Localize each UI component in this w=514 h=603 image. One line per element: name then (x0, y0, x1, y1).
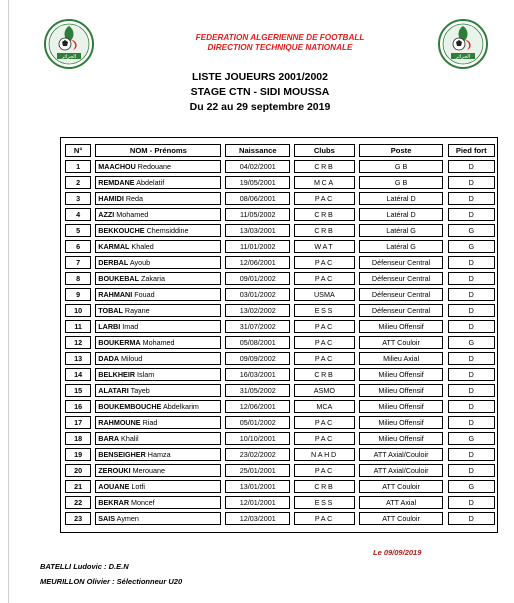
player-number: 18 (65, 432, 91, 445)
player-position: Défenseur Central (359, 272, 444, 285)
player-strong-foot: D (448, 304, 496, 317)
table-row (65, 304, 495, 317)
player-birthdate: 08/06/2001 (225, 192, 290, 205)
table-row (65, 176, 495, 189)
faf-logo-left (44, 18, 94, 70)
player-position: G B (359, 176, 444, 189)
player-first-name: Khalil (121, 434, 139, 443)
player-birthdate: 31/07/2002 (225, 320, 290, 333)
document-date: Le 09/09/2019 (373, 548, 422, 557)
col-header-position: Poste (359, 144, 444, 157)
player-name (95, 336, 221, 349)
col-header-birth: Naissance (225, 144, 290, 157)
player-last-name: DADA (98, 354, 120, 363)
player-number: 11 (65, 320, 91, 333)
player-club: PAC (294, 432, 355, 445)
player-name (95, 480, 221, 493)
player-club: CRB (294, 480, 355, 493)
player-number: 12 (65, 336, 91, 349)
players-table-frame (60, 137, 498, 533)
player-last-name: ZEROUKI (98, 466, 131, 475)
table-row (65, 352, 495, 365)
player-club: ESS (294, 496, 355, 509)
player-name (95, 320, 221, 333)
player-birthdate: 12/03/2001 (225, 512, 290, 525)
player-number: 9 (65, 288, 91, 301)
player-club: MCA (294, 176, 355, 189)
table-row (65, 512, 495, 525)
player-first-name: Islam (137, 370, 155, 379)
player-position: ATT Axial (359, 496, 444, 509)
player-last-name: REMDANE (98, 178, 135, 187)
player-name (95, 512, 221, 525)
player-name (95, 208, 221, 221)
player-name (95, 176, 221, 189)
player-first-name: Lotfi (131, 482, 146, 491)
signatory-den: BATELLI Ludovic : D.E.N (40, 562, 129, 571)
player-strong-foot: D (448, 160, 496, 173)
player-last-name: AZZI (98, 210, 115, 219)
player-club: PAC (294, 272, 355, 285)
player-position: Défenseur Central (359, 304, 444, 317)
player-last-name: RAHMOUNE (98, 418, 141, 427)
player-club: USMA (294, 288, 355, 301)
table-row (65, 416, 495, 429)
player-last-name: BEKKOUCHE (98, 226, 145, 235)
player-name (95, 192, 221, 205)
player-club: PAC (294, 512, 355, 525)
player-number: 8 (65, 272, 91, 285)
player-club: PAC (294, 464, 355, 477)
player-last-name: BENSEIGHER (98, 450, 146, 459)
player-position: Milieu Offensif (359, 384, 444, 397)
player-birthdate: 09/09/2002 (225, 352, 290, 365)
player-last-name: DERBAL (98, 258, 129, 267)
player-birthdate: 25/01/2001 (225, 464, 290, 477)
player-first-name: Fouad (134, 290, 155, 299)
player-birthdate: 12/01/2001 (225, 496, 290, 509)
table-row (65, 240, 495, 253)
signatory-coach: MEURILLON Olivier : Sélectionneur U20 (40, 577, 183, 586)
player-first-name: Zakaria (141, 274, 165, 283)
player-strong-foot: D (448, 176, 496, 189)
player-birthdate: 10/10/2001 (225, 432, 290, 445)
player-name (95, 240, 221, 253)
player-number: 4 (65, 208, 91, 221)
player-first-name: Imad (122, 322, 139, 331)
player-birthdate: 19/05/2001 (225, 176, 290, 189)
player-birthdate: 13/01/2001 (225, 480, 290, 493)
player-number: 5 (65, 224, 91, 237)
player-name (95, 448, 221, 461)
player-club: CRB (294, 224, 355, 237)
player-last-name: AOUANE (98, 482, 130, 491)
player-last-name: BOUKEBAL (98, 274, 139, 283)
player-strong-foot: G (448, 240, 496, 253)
player-last-name: BOUKERMA (98, 338, 141, 347)
table-row (65, 368, 495, 381)
player-position: Milieu Axial (359, 352, 444, 365)
player-name (95, 432, 221, 445)
player-first-name: Chemsiddine (146, 226, 189, 235)
player-club: CRB (294, 160, 355, 173)
table-row (65, 336, 495, 349)
player-last-name: TOBAL (98, 306, 123, 315)
player-last-name: HAMIDI (98, 194, 124, 203)
player-first-name: Aymen (116, 514, 139, 523)
player-strong-foot: D (448, 448, 496, 461)
player-last-name: BARA (98, 434, 120, 443)
player-position: Latéral D (359, 192, 444, 205)
player-name (95, 416, 221, 429)
table-header-row (65, 144, 495, 157)
player-club: CRB (294, 208, 355, 221)
table-row (65, 192, 495, 205)
player-birthdate: 11/01/2002 (225, 240, 290, 253)
player-strong-foot: G (448, 224, 496, 237)
player-birthdate: 11/05/2002 (225, 208, 290, 221)
player-number: 7 (65, 256, 91, 269)
player-position: ATT Couloir (359, 336, 444, 349)
player-first-name: Moncef (131, 498, 155, 507)
player-strong-foot: D (448, 288, 496, 301)
player-number: 2 (65, 176, 91, 189)
player-club: PAC (294, 320, 355, 333)
player-strong-foot: D (448, 352, 496, 365)
player-name (95, 272, 221, 285)
player-club: PAC (294, 192, 355, 205)
player-first-name: Abdelatif (136, 178, 165, 187)
col-header-club: Clubs (294, 144, 355, 157)
player-birthdate: 05/08/2001 (225, 336, 290, 349)
player-name (95, 384, 221, 397)
player-last-name: KARMAL (98, 242, 130, 251)
player-first-name: Miloud (121, 354, 143, 363)
player-first-name: Redouane (137, 162, 171, 171)
document-title: LISTE JOUEURS 2001/2002 (192, 71, 328, 83)
player-birthdate: 16/03/2001 (225, 368, 290, 381)
player-last-name: LARBI (98, 322, 121, 331)
col-header-foot: Pied fort (448, 144, 496, 157)
player-strong-foot: D (448, 512, 496, 525)
table-row (65, 432, 495, 445)
player-last-name: ALATARI (98, 386, 129, 395)
player-birthdate: 03/01/2002 (225, 288, 290, 301)
player-strong-foot: D (448, 496, 496, 509)
player-first-name: Hamza (147, 450, 171, 459)
player-name (95, 464, 221, 477)
player-position: Défenseur Central (359, 288, 444, 301)
player-position: Milieu Offensif (359, 320, 444, 333)
player-strong-foot: D (448, 464, 496, 477)
player-first-name: Mohamed (116, 210, 149, 219)
player-position: ATT Couloir (359, 512, 444, 525)
table-row (65, 288, 495, 301)
player-name (95, 160, 221, 173)
player-last-name: BOUKEMBOUCHE (98, 402, 162, 411)
player-first-name: Merouane (132, 466, 165, 475)
table-row (65, 400, 495, 413)
player-strong-foot: G (448, 480, 496, 493)
player-name (95, 400, 221, 413)
player-position: Milieu Offensif (359, 368, 444, 381)
player-last-name: SAIS (98, 514, 116, 523)
player-last-name: BEKRAR (98, 498, 130, 507)
player-position: G B (359, 160, 444, 173)
player-first-name: Mohamed (142, 338, 175, 347)
player-first-name: Reda (125, 194, 144, 203)
player-position: Latéral G (359, 240, 444, 253)
player-position: Latéral G (359, 224, 444, 237)
player-first-name: Tayeb (130, 386, 150, 395)
players-table (65, 141, 495, 528)
player-position: Milieu Offensif (359, 400, 444, 413)
player-birthdate: 13/02/2002 (225, 304, 290, 317)
player-first-name: Ayoub (129, 258, 151, 267)
player-name (95, 288, 221, 301)
player-number: 19 (65, 448, 91, 461)
table-row (65, 272, 495, 285)
col-header-number: N° (65, 144, 91, 157)
player-number: 16 (65, 400, 91, 413)
player-number: 17 (65, 416, 91, 429)
player-number: 1 (65, 160, 91, 173)
player-number: 3 (65, 192, 91, 205)
table-row (65, 208, 495, 221)
player-number: 23 (65, 512, 91, 525)
player-birthdate: 23/02/2002 (225, 448, 290, 461)
player-first-name: Riad (142, 418, 158, 427)
player-number: 22 (65, 496, 91, 509)
player-strong-foot: G (448, 336, 496, 349)
player-strong-foot: D (448, 208, 496, 221)
direction-name: DIRECTION TECHNIQUE NATIONALE (207, 43, 353, 52)
player-number: 15 (65, 384, 91, 397)
player-birthdate: 31/05/2002 (225, 384, 290, 397)
player-number: 13 (65, 352, 91, 365)
player-name (95, 368, 221, 381)
player-strong-foot: D (448, 272, 496, 285)
player-strong-foot: D (448, 416, 496, 429)
player-strong-foot: D (448, 256, 496, 269)
player-position: Défenseur Central (359, 256, 444, 269)
player-last-name: RAHMANI (98, 290, 133, 299)
table-row (65, 160, 495, 173)
table-row (65, 384, 495, 397)
player-club: PAC (294, 256, 355, 269)
player-number: 21 (65, 480, 91, 493)
player-birthdate: 12/06/2001 (225, 400, 290, 413)
table-row (65, 448, 495, 461)
player-strong-foot: D (448, 320, 496, 333)
player-first-name: Abdelkarim (162, 402, 199, 411)
faf-logo-right (438, 18, 488, 70)
player-strong-foot: D (448, 400, 496, 413)
player-position: ATT Couloir (359, 480, 444, 493)
player-strong-foot: D (448, 192, 496, 205)
player-club: ASMO (294, 384, 355, 397)
player-strong-foot: G (448, 432, 496, 445)
player-club: PAC (294, 352, 355, 365)
player-position: ATT Axial/Couloir (359, 464, 444, 477)
player-number: 14 (65, 368, 91, 381)
player-last-name: MAACHOU (98, 162, 136, 171)
player-birthdate: 05/01/2002 (225, 416, 290, 429)
player-club: PAC (294, 416, 355, 429)
player-position: Milieu Offensif (359, 432, 444, 445)
player-position: Latéral D (359, 208, 444, 221)
player-number: 20 (65, 464, 91, 477)
player-club: NAHD (294, 448, 355, 461)
table-row (65, 480, 495, 493)
table-row (65, 320, 495, 333)
player-position: ATT Axial/Couloir (359, 448, 444, 461)
player-club: ESS (294, 304, 355, 317)
player-birthdate: 13/03/2001 (225, 224, 290, 237)
stage-title: STAGE CTN - SIDI MOUSSA (190, 86, 330, 98)
player-club: MCA (294, 400, 355, 413)
player-first-name: Rayane (124, 306, 150, 315)
player-name (95, 352, 221, 365)
player-club: PAC (294, 336, 355, 349)
player-name (95, 304, 221, 317)
player-last-name: BELKHEIR (98, 370, 136, 379)
page-margin-rule (8, 0, 9, 603)
player-club: WAT (294, 240, 355, 253)
svg-text:الجزائر: الجزائر (61, 54, 77, 60)
player-first-name: Khaled (131, 242, 154, 251)
table-row (65, 224, 495, 237)
player-strong-foot: D (448, 384, 496, 397)
table-row (65, 496, 495, 509)
player-number: 10 (65, 304, 91, 317)
table-row (65, 256, 495, 269)
col-header-name: NOM - Prénoms (95, 144, 221, 157)
player-birthdate: 04/02/2001 (225, 160, 290, 173)
player-strong-foot: D (448, 368, 496, 381)
player-club: CRB (294, 368, 355, 381)
player-name (95, 224, 221, 237)
player-number: 6 (65, 240, 91, 253)
federation-name: FEDERATION ALGERIENNE DE FOOTBALL (195, 33, 365, 42)
player-position: Milieu Offensif (359, 416, 444, 429)
player-name (95, 256, 221, 269)
svg-text:الجزائر: الجزائر (455, 54, 471, 60)
table-row (65, 464, 495, 477)
player-name (95, 496, 221, 509)
player-birthdate: 09/01/2002 (225, 272, 290, 285)
player-birthdate: 12/06/2001 (225, 256, 290, 269)
stage-dates: Du 22 au 29 septembre 2019 (189, 101, 331, 113)
